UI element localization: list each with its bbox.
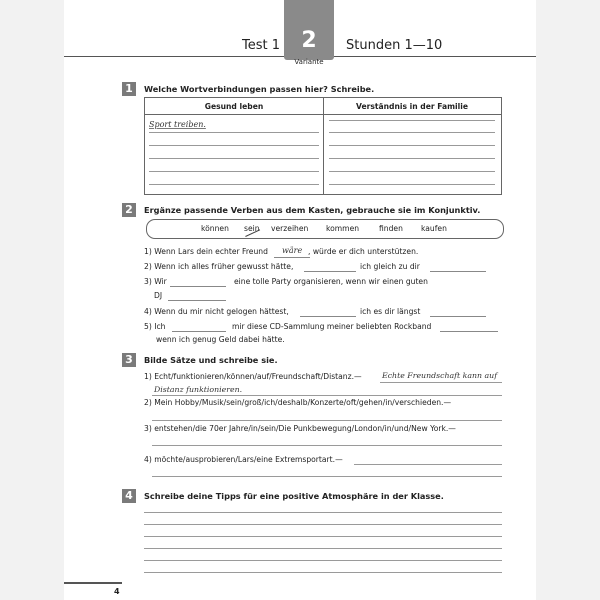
task2-sentence-3b: eine tolle Party organisieren, wenn wir einen guten xyxy=(234,277,428,286)
word-verzeihen: verzeihen xyxy=(271,224,309,233)
task2-blank-2a xyxy=(304,271,356,272)
task2-blank-3a xyxy=(170,286,226,287)
task1-instruction: Welche Wortverbindungen passen hier? Schreibe. xyxy=(144,84,375,94)
task3-line-4a xyxy=(354,464,502,465)
worksheet-page xyxy=(64,0,536,600)
word-koennen: können xyxy=(201,224,229,233)
table-col-divider xyxy=(323,98,324,194)
task2-instruction: Ergänze passende Verben aus dem Kasten, gebrauche sie im Konjunktiv. xyxy=(144,205,481,215)
task2-blank-4b xyxy=(430,316,486,317)
task3-sentence-3: 3) entstehen/die 70er Jahre/in/sein/Die Punkbewegung/London/in/und/New York.— xyxy=(144,424,456,433)
task1-number: 1 xyxy=(122,82,136,96)
header-stunden: Stunden 1—10 xyxy=(346,38,443,53)
task2-blank-3b xyxy=(168,300,226,301)
word-box xyxy=(146,219,504,239)
word-kaufen: kaufen xyxy=(421,224,447,233)
task3-answer-1b: Distanz funktionieren. xyxy=(154,385,243,394)
task1-table xyxy=(144,97,502,195)
task2-sentence-1a: 1) Wenn Lars dein echter Freund xyxy=(144,247,268,256)
table-header-verstaendnis: Verständnis in der Familie xyxy=(355,102,468,111)
task2-sentence-5c: wenn ich genug Geld dabei hätte. xyxy=(156,335,285,344)
variant-number: 2 xyxy=(301,28,317,53)
task2-number: 2 xyxy=(122,203,136,217)
task2-sentence-4a: 4) Wenn du mir nicht gelogen hättest, xyxy=(144,307,289,316)
task3-line-4b xyxy=(152,476,502,477)
task2-blank-5b xyxy=(440,331,498,332)
task3-sentence-4: 4) möchte/ausprobieren/Lars/eine Extremsportart.— xyxy=(144,455,343,464)
task3-number: 3 xyxy=(122,353,136,367)
task4-number: 4 xyxy=(122,489,136,503)
table-example-answer: Sport treiben. xyxy=(149,120,206,129)
task2-blank-2b xyxy=(430,271,486,272)
task2-sentence-3a: 3) Wir xyxy=(144,277,167,286)
word-sein-text: sein xyxy=(244,224,260,233)
task4-instruction: Schreibe deine Tipps für eine positive Atmosphäre in der Klasse. xyxy=(144,491,444,501)
task2-sentence-5a: 5) Ich xyxy=(144,322,166,331)
table-header-gesund: Gesund leben xyxy=(204,102,264,111)
word-kommen: kommen xyxy=(326,224,360,233)
task2-sentence-2a: 2) Wenn ich alles früher gewusst hätte, xyxy=(144,262,294,271)
variant-label: Variante xyxy=(294,58,324,66)
task2-sentence-1b: , würde er dich unterstützen. xyxy=(308,247,419,256)
task2-sentence-3c: DJ xyxy=(154,291,163,300)
task3-instruction: Bilde Sätze und schreibe sie. xyxy=(144,355,278,365)
task2-sentence-2b: ich gleich zu dir xyxy=(360,262,420,271)
task3-answer-1a: Echte Freundschaft kann auf xyxy=(382,371,498,380)
word-finden: finden xyxy=(379,224,403,233)
task2-blank-1 xyxy=(274,257,310,258)
task2-blank-4a xyxy=(300,316,356,317)
task3-line-1a xyxy=(380,382,502,383)
word-sein xyxy=(244,224,260,233)
task3-line-3a xyxy=(152,445,502,446)
task3-line-2a xyxy=(152,420,502,421)
task3-line-1b xyxy=(152,395,502,396)
task3-sentence-2: 2) Mein Hobby/Musik/sein/groß/ich/deshalb/Konzerte/oft/gehen/in/verschieden.— xyxy=(144,398,452,407)
task3-sentence-1: 1) Echt/funktionieren/können/auf/Freundschaft/Distanz.— xyxy=(144,372,362,381)
task2-sentence-5b: mir diese CD-Sammlung meiner beliebten Rockband xyxy=(232,322,432,331)
header-test: Test 1 xyxy=(242,38,281,53)
task2-sentence-4b: ich es dir längst xyxy=(360,307,421,316)
variant-tab xyxy=(284,0,334,60)
page-number: 4 xyxy=(114,587,120,596)
task2-sentence-1-answer: wäre xyxy=(282,246,303,255)
table-header-rule xyxy=(145,114,501,115)
task2-blank-5a xyxy=(172,331,226,332)
footer-rule xyxy=(64,582,122,584)
